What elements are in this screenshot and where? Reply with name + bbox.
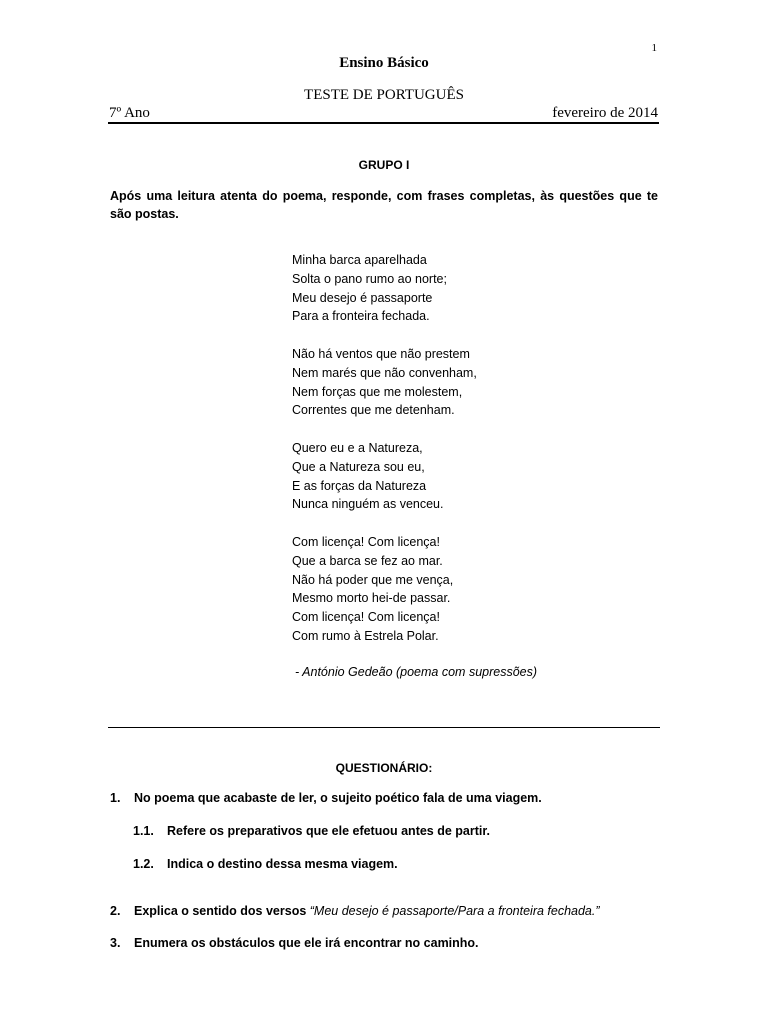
question-text: Indica o destino dessa mesma viagem. xyxy=(167,857,398,871)
instructions-text: Após uma leitura atenta do poema, responde, com frases completas, às questões que te são postas. xyxy=(110,189,658,221)
poem-verse: Nem forças que me molestem, xyxy=(292,384,463,399)
poem-verse: Que a barca se fez ao mar. xyxy=(292,553,443,568)
poem-verse: Quero eu e a Natureza, xyxy=(292,440,423,455)
question-number: 1.1. xyxy=(133,824,154,838)
poem-verse: Com licença! Com licença! xyxy=(292,534,440,549)
question-text: Explica o sentido dos versos xyxy=(134,904,310,918)
poem-verse: Para a fronteira fechada. xyxy=(292,309,430,324)
poem-verse: Nunca ninguém as venceu. xyxy=(292,497,444,512)
poem-verse: Correntes que me detenham. xyxy=(292,403,455,418)
poem-verse: Nem marés que não convenham, xyxy=(292,365,477,380)
poem-stanza xyxy=(292,251,477,326)
section-divider xyxy=(108,727,660,728)
poem-verse: Com rumo à Estrela Polar. xyxy=(292,628,439,643)
poem-verse: Minha barca aparelhada xyxy=(292,253,427,267)
question-number: 1.2. xyxy=(133,857,154,871)
question-text: Refere os preparativos que ele efetuou antes de partir. xyxy=(167,824,491,838)
question-3 xyxy=(110,936,479,950)
question-quote: “Meu desejo é passaporte/Para a fronteira fechada.” xyxy=(309,904,600,918)
test-date: fevereiro de 2014 xyxy=(552,105,658,121)
question-2 xyxy=(110,904,600,918)
question-text: No poema que acabaste de ler, o sujeito poético fala de uma viagem. xyxy=(134,791,542,805)
poem-verse: Meu desejo é passaporte xyxy=(292,290,433,305)
poem-verse: Que a Natureza sou eu, xyxy=(292,459,425,474)
poem-stanza xyxy=(292,439,477,514)
poem-stanza xyxy=(292,533,477,646)
question-1-1 xyxy=(133,824,490,838)
question-1-2 xyxy=(133,857,398,871)
question-1 xyxy=(110,791,542,805)
test-title: TESTE DE PORTUGUÊS xyxy=(304,87,464,103)
questionnaire-title: QUESTIONÁRIO: xyxy=(335,761,433,775)
poem-verse: Não há ventos que não prestem xyxy=(292,346,470,361)
school-level-heading: Ensino Básico xyxy=(339,55,429,71)
poem xyxy=(292,251,477,646)
grade-label: 7º Ano xyxy=(109,105,150,121)
page-number: 1 xyxy=(651,42,657,54)
question-text: Enumera os obstáculos que ele irá encontrar no caminho. xyxy=(134,936,479,950)
group-title: GRUPO I xyxy=(358,158,410,172)
question-number: 2. xyxy=(110,904,121,918)
poem-verse: Mesmo morto hei-de passar. xyxy=(292,591,451,606)
header-divider xyxy=(108,122,659,124)
poem-stanza xyxy=(292,345,477,420)
poem-verse: Não há poder que me vença, xyxy=(292,572,454,587)
question-number: 1. xyxy=(110,791,121,805)
poem-author: - António Gedeão (poema com supressões) xyxy=(295,665,538,679)
poem-verse: Solta o pano rumo ao norte; xyxy=(292,271,447,286)
poem-verse: Com licença! Com licença! xyxy=(292,610,440,625)
question-number: 3. xyxy=(110,936,121,950)
poem-verse: E as forças da Natureza xyxy=(292,478,427,493)
